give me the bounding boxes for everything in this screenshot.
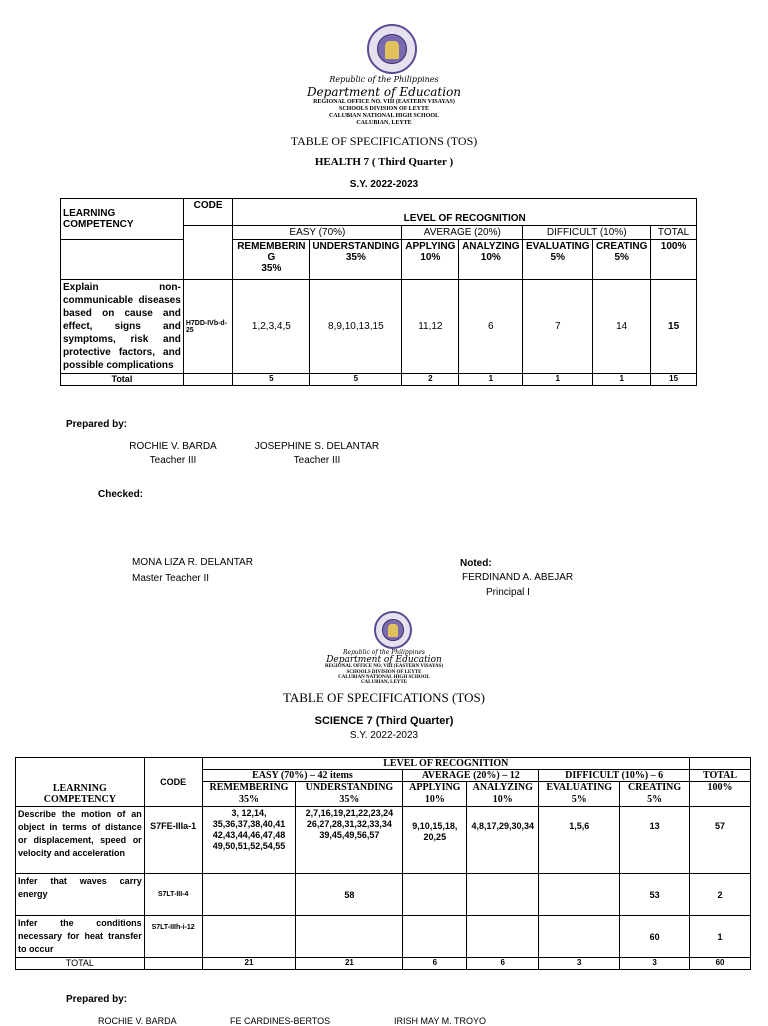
total-creating: 1 <box>593 374 651 386</box>
region-text: REGIONAL OFFICE NO. VIII (EASTERN VISAYAS) <box>324 664 444 669</box>
remembering-cell <box>202 874 296 916</box>
republic-text: Republic of the Philippines <box>329 75 439 84</box>
remembering-header: REMEMBERIN G 35% <box>233 240 310 280</box>
signatory-name: ROCHIE V. BARDA <box>129 441 217 452</box>
analyzing-cell <box>467 916 539 958</box>
understanding-header: UNDERSTANDING 35% <box>310 240 402 280</box>
total-pct-header: 100% <box>690 782 751 807</box>
difficult-header: DIFFICULT (10%) – 6 <box>539 770 690 782</box>
total-applying: 2 <box>402 374 459 386</box>
remembering-cell: 3, 12,14, 35,36,37,38,40,41 42,43,44,46,47,48 49,50,51,52,54,55 <box>202 807 296 874</box>
analyzing-cell <box>467 874 539 916</box>
average-header: AVERAGE (20%) – 12 <box>403 770 539 782</box>
code-cell: H7DD-IVb-d-25 <box>183 280 233 374</box>
evaluating-header: EVALUATING 5% <box>523 240 593 280</box>
tos-title: TABLE OF SPECIFICATIONS (TOS) <box>290 134 478 148</box>
school-text: CALUBIAN NATIONAL HIGH SCHOOL <box>328 113 440 119</box>
analyzing-cell: 4,8,17,29,30,34 <box>467 807 539 874</box>
subject-title: HEALTH 7 ( Third Quarter ) <box>314 156 454 168</box>
checker-name: MONA LIZA R. DELANTAR <box>132 557 253 568</box>
total-cell: 15 <box>651 280 697 374</box>
competency-cell: Explain non-communicable diseases based on cause and effect, signs and symptoms, risk and protective factors, and possible complications <box>61 280 184 374</box>
analyzing-header: ANALYZING 10% <box>459 240 523 280</box>
town-text: CALUBIAN, LEYTE <box>360 680 408 685</box>
applying-cell <box>403 916 467 958</box>
town-text: CALUBIAN, LEYTE <box>356 120 412 126</box>
total-evaluating: 1 <box>523 374 593 386</box>
totals-row <box>16 958 751 970</box>
total-cell: 2 <box>690 874 751 916</box>
tos-table-health <box>60 198 697 386</box>
level-header: LEVEL OF RECOGNITION <box>202 758 690 770</box>
checker-title: Master Teacher II <box>132 573 210 584</box>
creating-header: CREATING 5% <box>620 782 690 807</box>
code-cell: S7LT-IIIh-i-12 <box>144 916 202 958</box>
creating-cell: 14 <box>593 280 651 374</box>
department-title: Department of Education <box>306 85 462 99</box>
division-text: SCHOOLS DIVISION OF LEYTE <box>346 670 422 675</box>
creating-cell: 13 <box>620 807 690 874</box>
competency-cell: Infer that waves carry energy <box>16 874 145 916</box>
republic-text: Republic of the Philippines <box>343 649 425 656</box>
total-all: 60 <box>690 958 751 970</box>
table-row <box>61 280 697 374</box>
deped-seal-logo <box>374 611 412 649</box>
competency-cell: Infer the conditions necessary for heat transfer to occur <box>16 916 145 958</box>
remembering-cell <box>202 916 296 958</box>
prepared-by-label: Prepared by: <box>66 994 128 1005</box>
code-header: CODE <box>183 199 233 226</box>
applying-cell: 11,12 <box>402 280 459 374</box>
creating-cell: 60 <box>620 916 690 958</box>
totals-label: Total <box>61 374 184 386</box>
competency-cell: Describe the motion of an object in terms of distance or displacement, speed or velocity and acceleration <box>16 807 145 874</box>
evaluating-cell <box>539 916 620 958</box>
table-row <box>16 874 751 916</box>
code-header: CODE <box>144 758 202 807</box>
creating-cell: 53 <box>620 874 690 916</box>
total-pct-header: 100% <box>651 240 697 280</box>
analyzing-cell: 6 <box>459 280 523 374</box>
understanding-cell <box>296 916 403 958</box>
total-analyzing: 6 <box>467 958 539 970</box>
easy-header: EASY (70%) – 42 items <box>202 770 403 782</box>
division-text: SCHOOLS DIVISION OF LEYTE <box>339 106 429 112</box>
total-creating: 3 <box>620 958 690 970</box>
total-header: TOTAL <box>690 770 751 782</box>
average-header: AVERAGE (20%) <box>402 226 523 240</box>
total-applying: 6 <box>403 958 467 970</box>
deped-seal-logo <box>367 24 417 74</box>
level-header: LEVEL OF RECOGNITION <box>233 199 697 226</box>
code-cell: S7LT-III-4 <box>144 874 202 916</box>
understanding-cell: 58 <box>296 874 403 916</box>
subject-title: SCIENCE 7 (Third Quarter) <box>314 715 454 727</box>
evaluating-header: EVALUATING 5% <box>539 782 620 807</box>
total-cell: 1 <box>690 916 751 958</box>
school-text: CALUBIAN NATIONAL HIGH SCHOOL <box>338 675 430 680</box>
total-cell: 57 <box>690 807 751 874</box>
applying-header: APPLYING 10% <box>402 240 459 280</box>
remembering-header: REMEMBERING 35% <box>202 782 296 807</box>
signatory-name: FE CARDINES-BERTOS <box>230 1016 331 1026</box>
department-title: Department of Education <box>326 655 442 665</box>
lc-header: LEARNING COMPETENCY <box>61 199 184 240</box>
table-row <box>16 807 751 874</box>
school-year: S.Y. 2022-2023 <box>349 179 419 190</box>
easy-header: EASY (70%) <box>233 226 402 240</box>
code-cell: S7FE-IIIa-1 <box>144 807 202 874</box>
total-understanding: 21 <box>296 958 403 970</box>
lc-header: LEARNING COMPETENCY <box>16 758 145 807</box>
total-header: TOTAL <box>651 226 697 240</box>
understanding-header: UNDERSTANDING 35% <box>296 782 403 807</box>
understanding-cell: 8,9,10,13,15 <box>310 280 402 374</box>
evaluating-cell: 7 <box>523 280 593 374</box>
signatory-name: IRISH MAY M. TROYO <box>394 1016 487 1026</box>
prepared-by-label: Prepared by: <box>66 419 128 430</box>
evaluating-cell <box>539 874 620 916</box>
total-analyzing: 1 <box>459 374 523 386</box>
creating-header: CREATING 5% <box>593 240 651 280</box>
checked-label: Checked: <box>98 489 144 500</box>
total-all: 15 <box>651 374 697 386</box>
applying-header: APPLYING 10% <box>403 782 467 807</box>
noter-title: Principal I <box>486 587 530 598</box>
signatory-name: ROCHIE V. BARDA <box>98 1016 177 1026</box>
understanding-cell: 2,7,16,19,21,22,23,24 26,27,28,31,32,33,34 39,45,49,56,57 <box>296 807 403 874</box>
total-understanding: 5 <box>310 374 402 386</box>
table-row <box>16 916 751 958</box>
totals-row <box>61 374 697 386</box>
region-text: REGIONAL OFFICE NO. VIII (EASTERN VISAYAS) <box>313 99 455 105</box>
analyzing-header: ANALYZING 10% <box>467 782 539 807</box>
signatory-title: Teacher III <box>293 455 341 466</box>
school-year: S.Y. 2022-2023 <box>349 730 419 741</box>
remembering-cell: 1,2,3,4,5 <box>233 280 310 374</box>
signatory-title: Teacher III <box>149 455 197 466</box>
total-remembering: 5 <box>233 374 310 386</box>
applying-cell <box>403 874 467 916</box>
tos-table-science <box>15 757 751 970</box>
noter-name: FERDINAND A. ABEJAR <box>462 572 574 583</box>
evaluating-cell: 1,5,6 <box>539 807 620 874</box>
total-evaluating: 3 <box>539 958 620 970</box>
applying-cell: 9,10,15,18, 20,25 <box>403 807 467 874</box>
difficult-header: DIFFICULT (10%) <box>523 226 651 240</box>
total-remembering: 21 <box>202 958 296 970</box>
signatory-name: JOSEPHINE S. DELANTAR <box>254 441 380 452</box>
tos-title: TABLE OF SPECIFICATIONS (TOS) <box>282 690 486 705</box>
noted-label: Noted: <box>460 558 492 569</box>
totals-label: TOTAL <box>16 958 145 970</box>
